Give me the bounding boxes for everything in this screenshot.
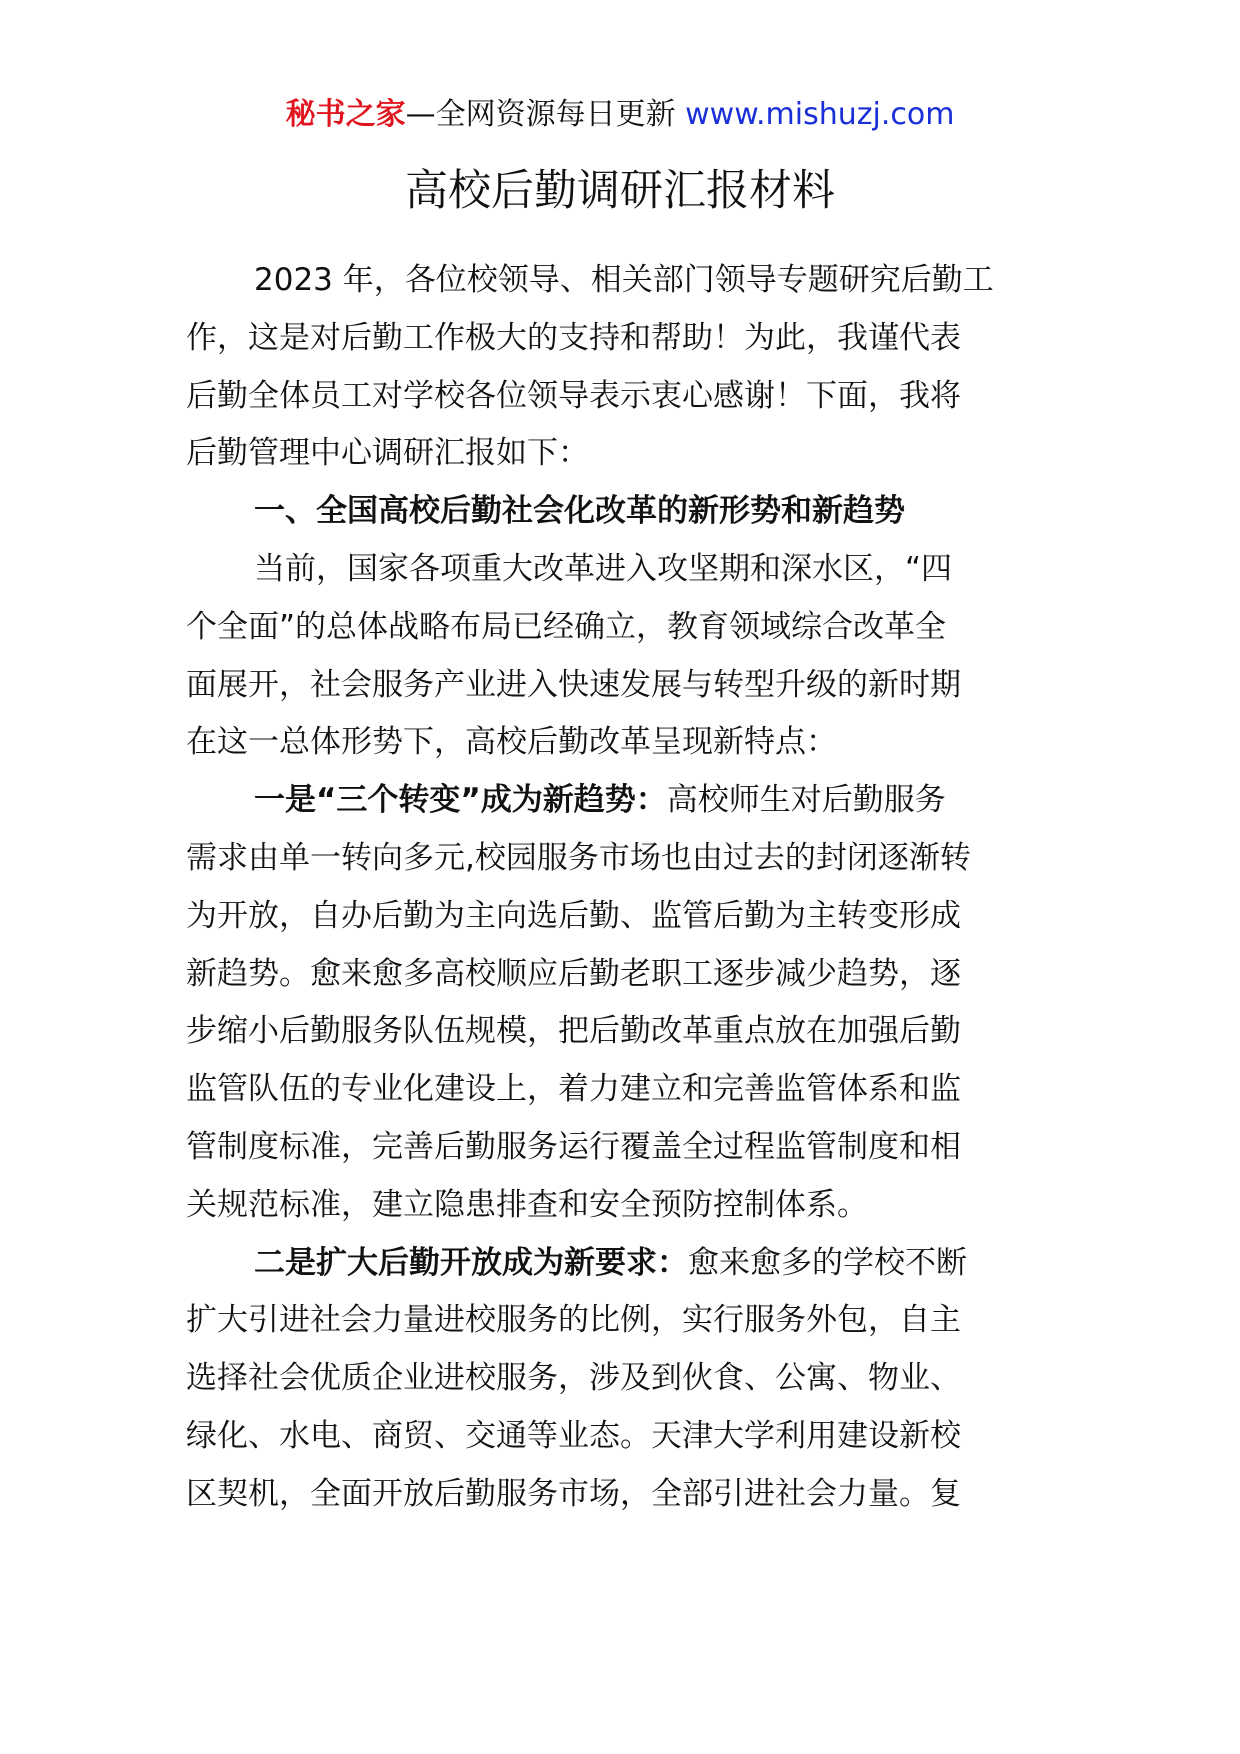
- paragraph-line: [186, 772, 1058, 830]
- paragraph-line: 管制度标准，完善后勤服务运行覆盖全过程监管制度和相: [186, 1128, 961, 1165]
- paragraph-line: 选择社会优质企业进校服务，涉及到伙食、公寓、物业、: [186, 1360, 961, 1397]
- site-url[interactable]: www.mishuzj.com: [685, 97, 955, 132]
- paragraph-line: 个全面”的总体战略布局已经确立，教育领域综合改革全: [186, 608, 947, 645]
- brand-name: 秘书之家: [285, 97, 406, 132]
- paragraph-line: 需求由单一转向多元,校园服务市场也由过去的封闭逐渐转: [186, 839, 971, 876]
- paragraph-line: 监管队伍的专业化建设上，着力建立和完善监管体系和监: [186, 1071, 961, 1108]
- paragraph-line: 后勤全体员工对学校各位领导表示衷心感谢！下面，我将: [186, 377, 961, 414]
- paragraph-line: 为开放，自办后勤为主向选后勤、监管后勤为主转变形成: [186, 897, 961, 934]
- paragraph-line: 面展开，社会服务产业进入快速发展与转型升级的新时期: [186, 666, 961, 703]
- paragraph-line: 新趋势。愈来愈多高校顺应后勤老职工逐步减少趋势，逐: [186, 955, 961, 992]
- paragraph-line: 在这一总体形势下，高校后勤改革呈现新特点：: [186, 724, 837, 761]
- paragraph-line: 扩大引进社会力量进校服务的比例，实行服务外包，自主: [186, 1302, 961, 1339]
- paragraph-line: 关规范标准，建立隐患排查和安全预防控制体系。: [186, 1186, 868, 1223]
- paragraph-line: [186, 1235, 1058, 1293]
- paragraph-line: 步缩小后勤服务队伍规模，把后勤改革重点放在加强后勤: [186, 1013, 961, 1050]
- paragraph-line: 绿化、水电、商贸、交通等业态。天津大学利用建设新校: [186, 1417, 961, 1454]
- document-body: [186, 252, 1058, 1524]
- point-heading: 一是“三个转变”成为新趋势：: [254, 782, 667, 819]
- point-heading: 二是扩大后勤开放成为新要求：: [254, 1244, 688, 1281]
- paragraph-line: 当前，国家各项重大改革进入攻坚期和深水区，“四: [254, 550, 953, 587]
- site-header: [0, 95, 1240, 135]
- document-title: 高校后勤调研汇报材料: [405, 166, 835, 216]
- paragraph-line: 作，这是对后勤工作极大的支持和帮助！为此，我谨代表: [186, 319, 961, 356]
- paragraph-line: 2023 年，各位校领导、相关部门领导专题研究后勤工: [254, 262, 994, 298]
- point-text: 高校师生对后勤服务: [666, 782, 946, 819]
- point-text: 愈来愈多的学校不断: [688, 1244, 967, 1281]
- paragraph-line: 区契机，全面开放后勤服务市场，全部引进社会力量。复: [186, 1475, 961, 1512]
- header-tagline: —全网资源每日更新: [405, 97, 686, 132]
- section-heading: 一、全国高校后勤社会化改革的新形势和新趋势: [254, 493, 905, 530]
- paragraph-line: 后勤管理中心调研汇报如下：: [186, 435, 589, 472]
